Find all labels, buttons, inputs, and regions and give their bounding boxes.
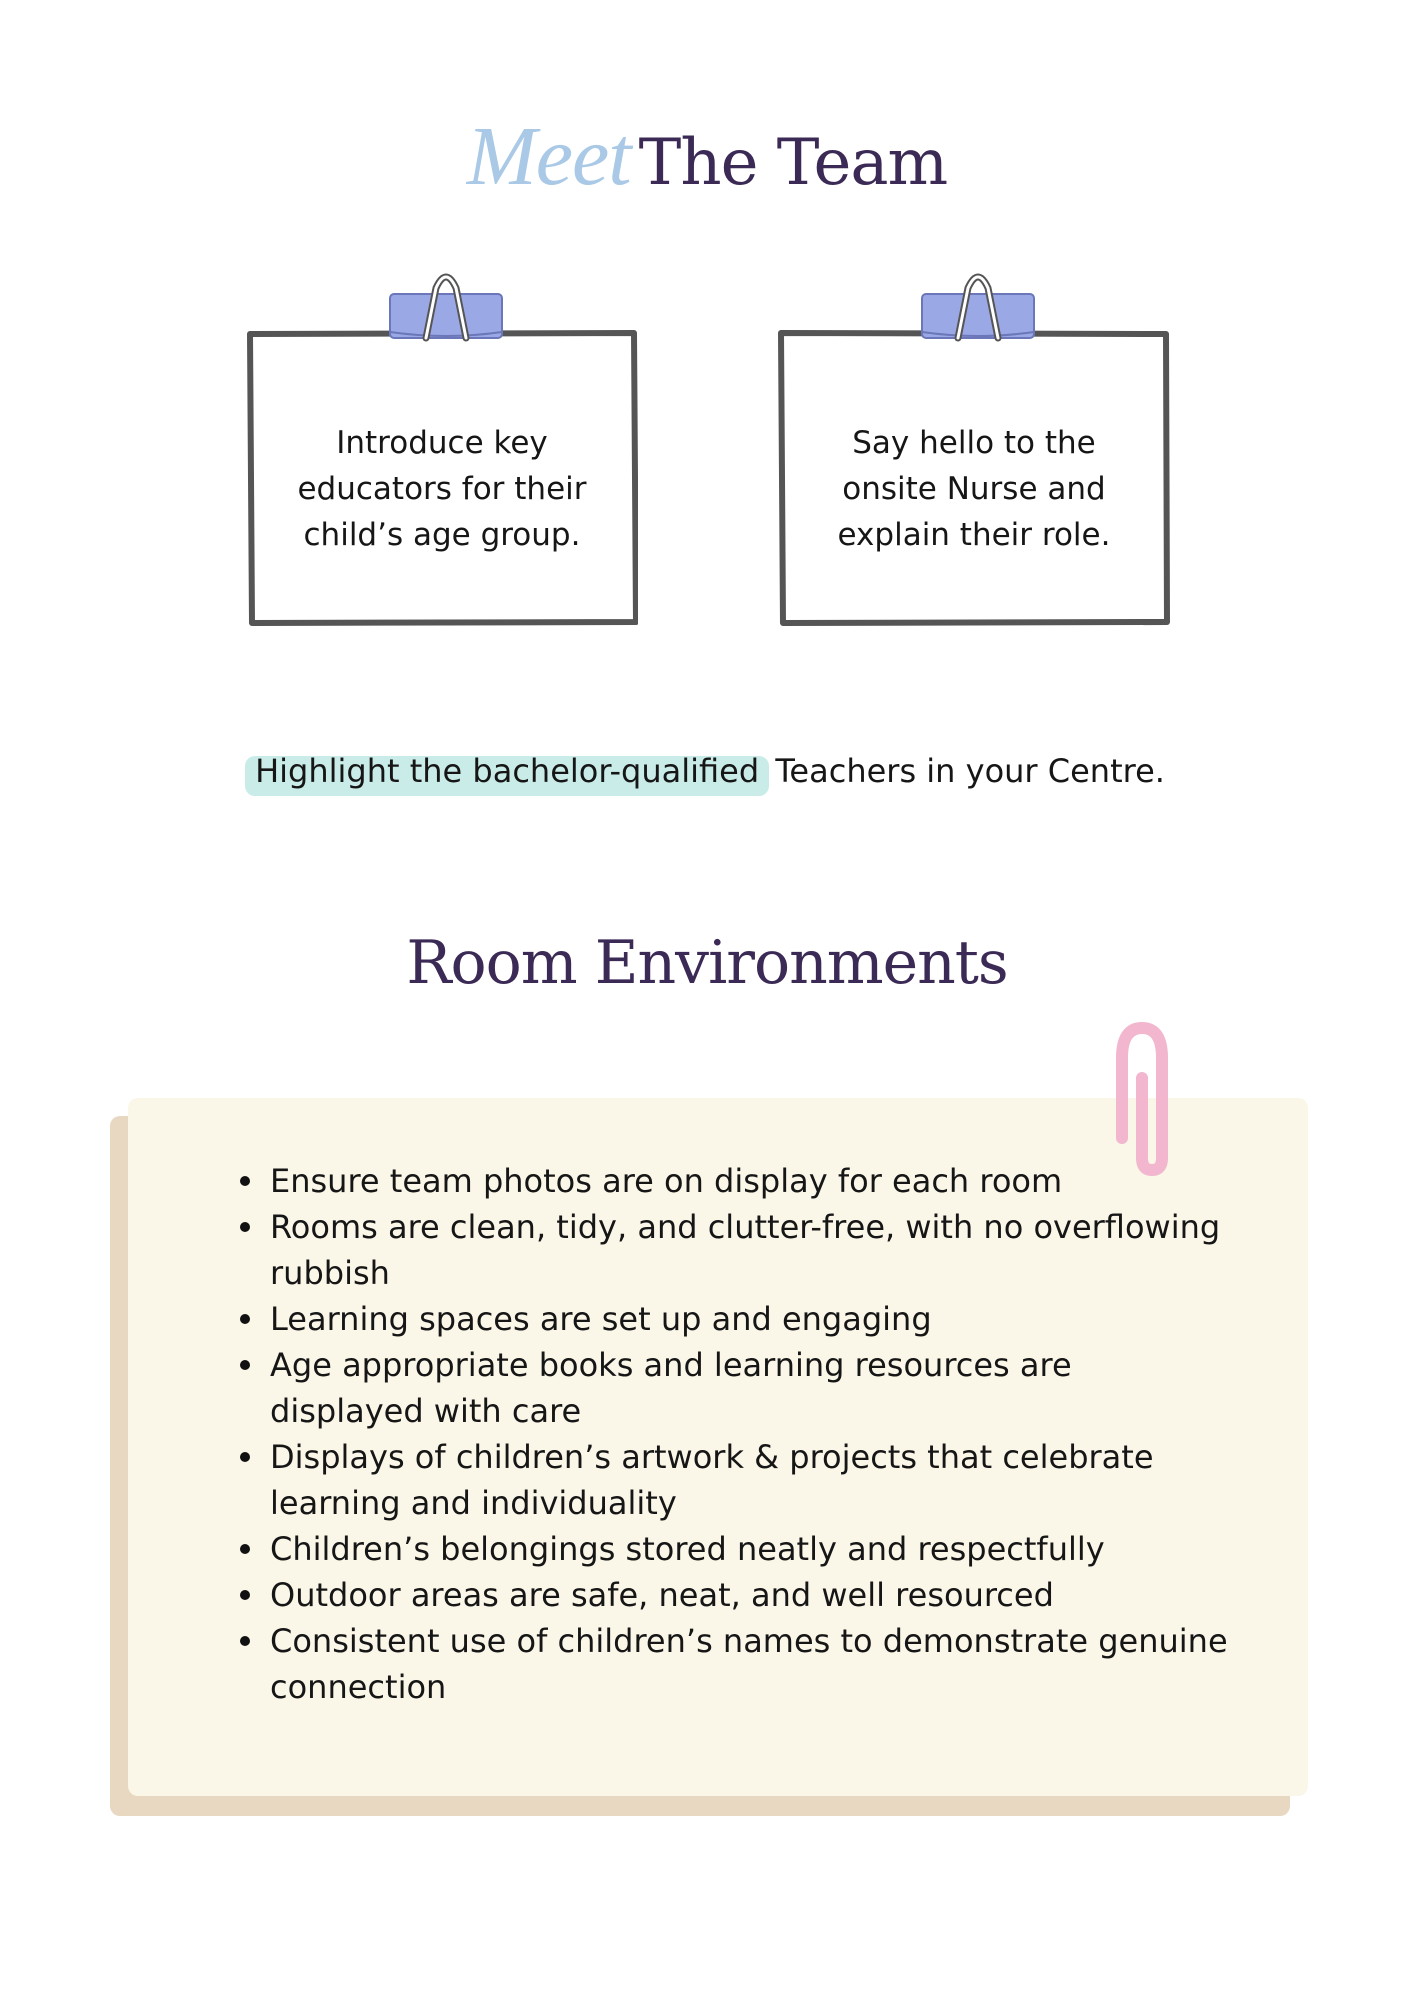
room-checklist-note <box>128 1098 1308 1796</box>
list-item: Consistent use of children’s names to demonstrate genuine connection <box>270 1618 1230 1710</box>
list-item: Learning spaces are set up and engaging <box>270 1296 1230 1342</box>
highlighted-text: Highlight the bachelor-qualified <box>249 752 765 790</box>
title-script-word: Meet <box>466 110 631 203</box>
team-card-nurse <box>778 330 1170 626</box>
list-item: Ensure team photos are on display for each room <box>270 1158 1230 1204</box>
checklist <box>270 1158 1230 1710</box>
plain-text: Teachers in your Centre. <box>765 752 1165 790</box>
card-text: Introduce key educators for their child’s age group. <box>297 425 587 553</box>
list-item: Children’s belongings stored neatly and respectfully <box>270 1526 1230 1572</box>
paperclip-icon <box>1102 1018 1182 1178</box>
title-rest: The Team <box>638 126 948 200</box>
team-card-educators <box>246 330 638 626</box>
teachers-highlight-line <box>0 752 1414 790</box>
list-item: Rooms are clean, tidy, and clutter-free, with no overflowing rubbish <box>270 1204 1230 1296</box>
meet-the-team-title <box>0 108 1414 205</box>
list-item: Displays of children’s artwork & projects that celebrate learning and individuality <box>270 1434 1230 1526</box>
card-text: Say hello to the onsite Nurse and explain their role. <box>837 425 1111 553</box>
binder-clip-icon <box>386 264 506 354</box>
list-item: Age appropriate books and learning resources are displayed with care <box>270 1342 1230 1434</box>
binder-clip-icon <box>918 264 1038 354</box>
room-environments-title: Room Environments <box>406 928 1008 998</box>
list-item: Outdoor areas are safe, neat, and well resourced <box>270 1572 1230 1618</box>
